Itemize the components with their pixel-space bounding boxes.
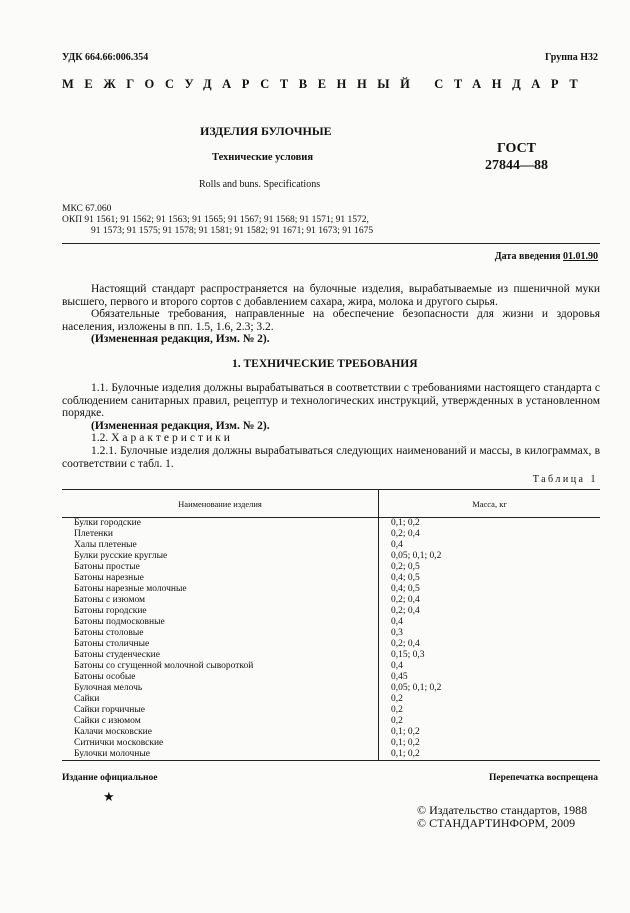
document-title: ИЗДЕЛИЯ БУЛОЧНЫЕ bbox=[200, 124, 332, 138]
mks-code: МКС 67.060 bbox=[62, 204, 112, 214]
product-mass-cell: 0,05; 0,1; 0,2 bbox=[391, 683, 442, 693]
intro-paragraph: Настоящий стандарт распространяется на булочные изделия, вырабатываемые из пшеничной муки высшего, первого и второго сортов с добавлением сахара, жира, молока и другого сырья. bbox=[62, 283, 600, 308]
product-name-cell: Сайки с изюмом bbox=[62, 716, 379, 727]
copyright-line: © СТАНДАРТИНФОРМ, 2009 bbox=[417, 816, 576, 830]
divider bbox=[62, 243, 600, 244]
table-row bbox=[62, 727, 600, 738]
table-row bbox=[62, 529, 600, 540]
amendment-note: (Измененная редакция, Изм. № 2). bbox=[91, 419, 270, 432]
table-row bbox=[62, 551, 600, 562]
table-header-row bbox=[62, 490, 600, 518]
table-row bbox=[62, 694, 600, 705]
section-paragraph: 1.2.1. Булочные изделия должны вырабатываться следующих наименований и массы, в килограммах, в соответствии с табл. 1. bbox=[62, 444, 600, 470]
gost-label: ГОСТ bbox=[496, 141, 537, 156]
table-row bbox=[62, 672, 600, 683]
table-row bbox=[62, 595, 600, 606]
product-mass-cell: 0,2; 0,5 bbox=[391, 562, 420, 572]
product-mass-cell: 0,4; 0,5 bbox=[391, 573, 420, 583]
table-row bbox=[62, 716, 600, 727]
product-name-cell: Батоны нарезные молочные bbox=[62, 584, 379, 595]
product-mass-cell: 0,2 bbox=[391, 716, 403, 726]
product-mass-cell: 0,4 bbox=[391, 617, 403, 627]
table-row bbox=[62, 639, 600, 650]
product-mass-cell: 0,4 bbox=[391, 661, 403, 671]
product-mass-cell: 0,3 bbox=[391, 628, 403, 638]
product-mass-cell: 0,1; 0,2 bbox=[391, 727, 420, 737]
gost-designation bbox=[485, 140, 548, 174]
product-name-cell: Булочки молочные bbox=[62, 749, 379, 761]
product-name-cell: Плетенки bbox=[62, 529, 379, 540]
product-name-cell: Ситнички московские bbox=[62, 738, 379, 749]
introduction-date-label: Дата введения bbox=[494, 251, 563, 262]
interstate-standard-heading: МЕЖГОСУДАРСТВЕННЫЙ СТАНДАРТ bbox=[62, 77, 589, 91]
product-mass-cell: 0,4 bbox=[391, 540, 403, 550]
table-row bbox=[62, 540, 600, 551]
table-row bbox=[62, 518, 600, 530]
introduction-text bbox=[62, 283, 600, 346]
amendment-note: (Измененная редакция, Изм. № 2). bbox=[91, 333, 270, 346]
product-name-cell: Сайки горчичные bbox=[62, 705, 379, 716]
table-caption: Таблица 1 bbox=[532, 474, 598, 485]
product-name-cell: Батоны нарезные bbox=[62, 573, 379, 584]
table-row bbox=[62, 650, 600, 661]
table-row bbox=[62, 628, 600, 639]
product-name-cell: Батоны столовые bbox=[62, 628, 379, 639]
product-name-cell: Батоны столичные bbox=[62, 639, 379, 650]
intro-paragraph: Обязательные требования, направленные на обеспечение безопасности для жизни и здоровья населения, изложены в пп. 1.5, 1.6, 2.3; 3.2. bbox=[62, 308, 600, 333]
product-name-cell: Батоны подмосковные bbox=[62, 617, 379, 628]
okp-codes-line2: 91 1573; 91 1575; 91 1578; 91 1581; 91 1582; 91 1671; 91 1673; 91 1675 bbox=[91, 226, 374, 236]
product-name-cell: Батоны с изюмом bbox=[62, 595, 379, 606]
product-name-cell: Булки городские bbox=[62, 518, 379, 530]
section-heading: 1. ТЕХНИЧЕСКИЕ ТРЕБОВАНИЯ bbox=[232, 358, 418, 370]
classification-codes bbox=[62, 204, 602, 237]
product-mass-cell: 0,2; 0,4 bbox=[391, 606, 420, 616]
document-subtitle: Технические условия bbox=[212, 152, 314, 163]
product-name-cell: Булочная мелочь bbox=[62, 683, 379, 694]
table-row bbox=[62, 584, 600, 595]
column-header-product: Наименование изделия bbox=[62, 490, 379, 518]
table-row bbox=[62, 749, 600, 761]
table-row bbox=[62, 705, 600, 716]
english-title: Rolls and buns. Specifications bbox=[199, 179, 321, 190]
subsection-number: 1.2. bbox=[91, 432, 112, 445]
udk-code: УДК 664.66:006.354 bbox=[62, 52, 149, 63]
product-mass-cell: 0,2 bbox=[391, 705, 403, 715]
star-icon: ★ bbox=[103, 789, 115, 804]
product-mass-cell: 0,1; 0,2 bbox=[391, 738, 420, 748]
product-name-cell: Батоны со сгущенной молочной сывороткой bbox=[62, 661, 379, 672]
product-name-cell: Булки русские круглые bbox=[62, 551, 379, 562]
product-mass-cell: 0,1; 0,2 bbox=[391, 518, 420, 528]
product-mass-cell: 0,2 bbox=[391, 694, 403, 704]
introduction-date-value: 01.01.90 bbox=[563, 251, 598, 262]
gost-number: 27844—88 bbox=[485, 158, 548, 173]
okp-codes-line1: ОКП 91 1561; 91 1562; 91 1563; 91 1565; 91 1567; 91 1568; 91 1571; 91 1572, bbox=[62, 215, 369, 225]
table-row bbox=[62, 606, 600, 617]
table-row bbox=[62, 683, 600, 694]
group-code: Группа Н32 bbox=[545, 52, 598, 63]
product-mass-cell: 0,2; 0,4 bbox=[391, 529, 420, 539]
product-mass-cell: 0,2; 0,4 bbox=[391, 639, 420, 649]
table-row bbox=[62, 562, 600, 573]
column-header-mass: Масса, кг bbox=[379, 490, 601, 518]
table-row bbox=[62, 573, 600, 584]
table-row bbox=[62, 617, 600, 628]
products-table bbox=[62, 489, 600, 761]
product-name-cell: Батоны городские bbox=[62, 606, 379, 617]
section-paragraph: 1.1. Булочные изделия должны вырабатываться в соответствии с требованиями настоящего стандарта с соблюдением санитарных правил, рецептур и технологических инструкций, утвержденных в установленном порядке. bbox=[62, 382, 600, 420]
subsection-title: Характеристики bbox=[111, 432, 233, 445]
product-name-cell: Халы плетеные bbox=[62, 540, 379, 551]
product-name-cell: Калачи московские bbox=[62, 727, 379, 738]
table-row bbox=[62, 661, 600, 672]
product-name-cell: Батоны особые bbox=[62, 672, 379, 683]
section-text bbox=[62, 382, 600, 470]
product-mass-cell: 0,15; 0,3 bbox=[391, 650, 425, 660]
official-edition-note: Издание официальное bbox=[62, 773, 158, 783]
introduction-date bbox=[495, 251, 598, 262]
reprint-prohibited-note: Перепечатка воспрещена bbox=[488, 773, 598, 783]
table-row bbox=[62, 738, 600, 749]
product-mass-cell: 0,05; 0,1; 0,2 bbox=[391, 551, 442, 561]
product-name-cell: Сайки bbox=[62, 694, 379, 705]
subsection-heading bbox=[62, 432, 600, 445]
product-name-cell: Батоны студенческие bbox=[62, 650, 379, 661]
copyright-block bbox=[417, 804, 587, 830]
product-mass-cell: 0,2; 0,4 bbox=[391, 595, 420, 605]
product-mass-cell: 0,45 bbox=[391, 672, 408, 682]
product-mass-cell: 0,1; 0,2 bbox=[379, 749, 601, 761]
product-name-cell: Батоны простые bbox=[62, 562, 379, 573]
copyright-line: © Издательство стандартов, 1988 bbox=[417, 803, 588, 817]
product-mass-cell: 0,4; 0,5 bbox=[391, 584, 420, 594]
